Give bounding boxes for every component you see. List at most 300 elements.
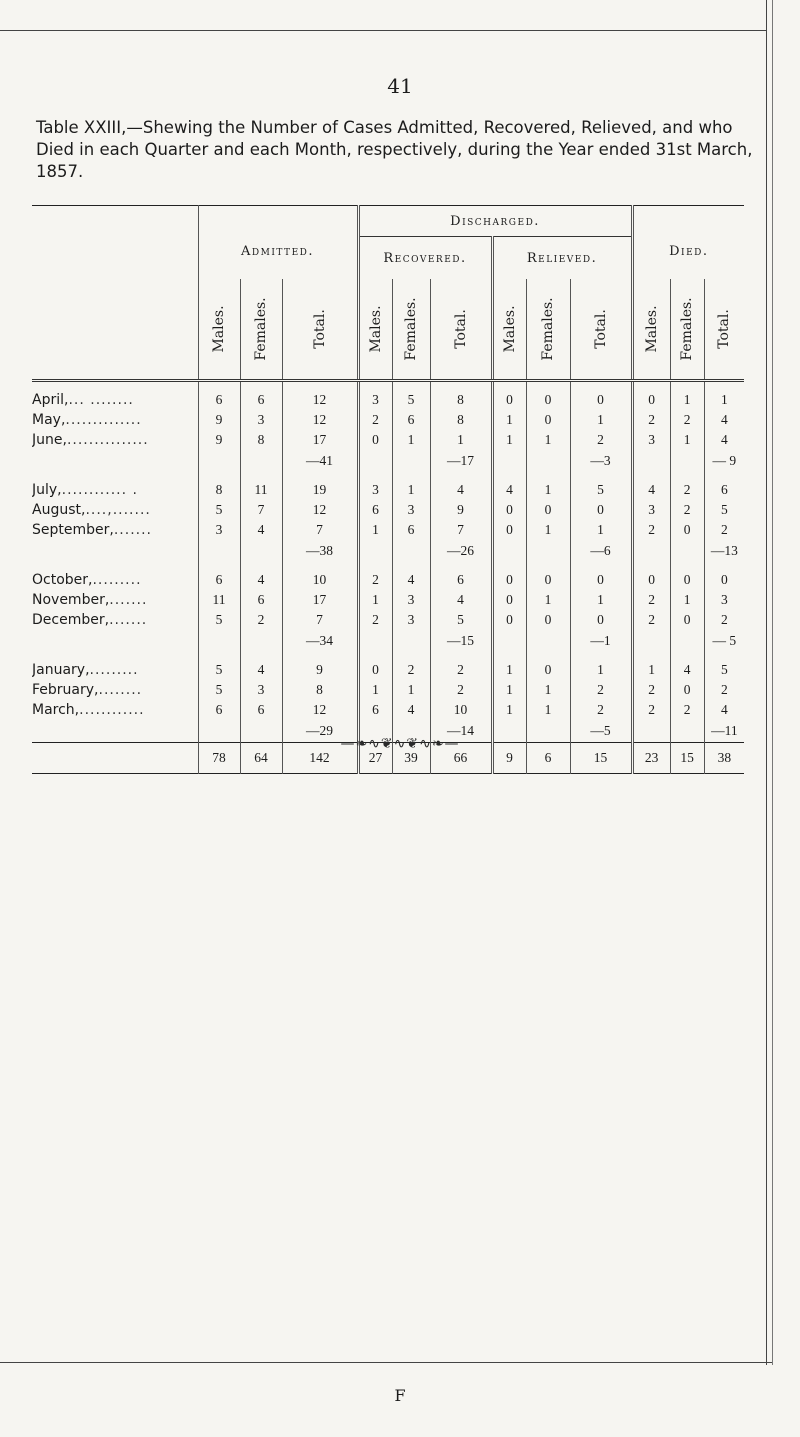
relieved-females-cell: 0	[526, 610, 570, 630]
signature-mark: F	[394, 1386, 406, 1405]
subtotal-empty-cell	[492, 630, 526, 652]
admitted-total-header: Total.	[282, 279, 358, 381]
died-females-cell: 1	[670, 590, 704, 610]
died-females-cell: 2	[670, 500, 704, 520]
admitted-females-cell: 4	[240, 570, 282, 590]
subtotal-label-cell	[32, 450, 198, 472]
died-females-cell: 4	[670, 660, 704, 680]
recovered-males-cell: 1	[358, 680, 392, 700]
died-total-cell: 3	[704, 590, 744, 610]
right-rule-outer	[772, 0, 773, 1365]
month-label	[32, 410, 198, 430]
spacer-cell	[282, 472, 358, 480]
leader-dots: ............	[79, 702, 145, 718]
month-row	[32, 660, 744, 680]
spacer-cell	[492, 652, 526, 660]
relieved-females-grand-total: 6	[526, 743, 570, 774]
spacer-cell	[32, 381, 198, 391]
month-label	[32, 390, 198, 410]
recovered-total-cell: 2	[430, 680, 492, 700]
page-number: 41	[387, 74, 413, 98]
month-label	[32, 590, 198, 610]
died-quarter-total: — 9	[704, 450, 744, 472]
header-row-discharged	[32, 206, 744, 237]
subtotal-empty-cell	[198, 450, 240, 472]
relieved-females-cell: 1	[526, 480, 570, 500]
table-caption: Table XXIII,—Shewing the Number of Cases Admitted, Recovered, Relieved, and who Died in each Quarter and each Month, respectively, during the Year ended 31st March, 1857.	[36, 118, 753, 181]
spacer-cell	[526, 472, 570, 480]
recovered-males-cell: 1	[358, 590, 392, 610]
relieved-females-cell: 0	[526, 500, 570, 520]
month-name: March,	[32, 702, 80, 718]
recovered-total-cell: 8	[430, 410, 492, 430]
died-females-cell: 2	[670, 410, 704, 430]
died-header: Died.	[632, 206, 744, 280]
died-total-cell: 2	[704, 520, 744, 540]
recovered-header: Recovered.	[358, 237, 492, 280]
relieved-males-cell: 1	[492, 410, 526, 430]
quarter-subtotal-row	[32, 450, 744, 472]
admitted-total-cell: 12	[282, 390, 358, 410]
recovered-females-cell: 6	[392, 410, 430, 430]
recovered-females-cell: 3	[392, 590, 430, 610]
subtotal-empty-cell	[198, 540, 240, 562]
died-total-cell: 2	[704, 680, 744, 700]
month-label	[32, 500, 198, 520]
admitted-total-cell: 10	[282, 570, 358, 590]
month-name: September,	[32, 522, 114, 538]
quarter-subtotal-row	[32, 540, 744, 562]
relieved-total-cell: 2	[570, 700, 632, 720]
admitted-males-cell: 6	[215, 392, 223, 407]
died-total-cell: 4	[704, 700, 744, 720]
recovered-males-cell: 3	[358, 480, 392, 500]
relieved-males-cell: 0	[492, 390, 526, 410]
recovered-males-cell: 0	[358, 660, 392, 680]
died-total-cell: 4	[704, 410, 744, 430]
spacer-cell	[670, 652, 704, 660]
ornament-divider: —❧∿❦∿❦∿❧—	[340, 736, 460, 752]
subtotal-empty-cell	[526, 450, 570, 472]
subtotal-empty-cell	[632, 450, 670, 472]
died-total-cell: 2	[704, 610, 744, 630]
month-label	[32, 660, 198, 680]
spacer-cell	[492, 381, 526, 391]
spacer-cell	[240, 562, 282, 570]
died-males-cell: 2	[632, 520, 670, 540]
recovered-total-cell: 4	[430, 590, 492, 610]
relieved-females-header: Females.	[526, 279, 570, 381]
month-row	[32, 500, 744, 520]
died-total-cell: 0	[704, 570, 744, 590]
spacer-cell	[392, 562, 430, 570]
admitted-total-cell: 17	[282, 590, 358, 610]
statistics-table	[32, 205, 744, 774]
admitted-females-cell: 6	[240, 390, 282, 410]
died-males-cell: 2	[632, 680, 670, 700]
recovered-total-cell: 1	[430, 430, 492, 450]
died-total-grand-total: 38	[704, 743, 744, 774]
admitted-females-cell: 4	[240, 660, 282, 680]
spacer-cell	[32, 562, 198, 570]
leader-dots: ... ........	[68, 392, 134, 408]
leader-dots: ........	[98, 682, 143, 698]
recovered-females-cell: 1	[392, 430, 430, 450]
admitted-males-cell: 6	[215, 572, 223, 587]
admitted-quarter-total: —38	[282, 540, 358, 562]
admitted-females-cell: 6	[240, 590, 282, 610]
relieved-total-cell: 2	[570, 430, 632, 450]
relieved-males-cell: 0	[492, 500, 526, 520]
recovered-total-cell: 10	[430, 700, 492, 720]
spacer-cell	[632, 472, 670, 480]
right-rule	[766, 0, 767, 1365]
recovered-females-cell: 6	[392, 520, 430, 540]
recovered-males-cell: 2	[358, 570, 392, 590]
month-label	[32, 480, 198, 500]
admitted-females-grand-total: 64	[240, 743, 282, 774]
admitted-total-cell: 7	[282, 610, 358, 630]
died-males-cell: 0	[632, 570, 670, 590]
month-name: December,	[32, 612, 110, 628]
admitted-males-cell: 8	[215, 482, 223, 497]
spacer-row	[32, 472, 744, 480]
relieved-total-cell: 1	[570, 590, 632, 610]
relieved-females-cell: 0	[526, 570, 570, 590]
month-header-cell	[32, 206, 198, 280]
died-females-cell: 2	[670, 480, 704, 500]
spacer-cell	[430, 562, 492, 570]
recovered-males-cell: 6	[358, 700, 392, 720]
bottom-rule	[0, 1362, 772, 1363]
month-label	[32, 610, 198, 630]
subtotal-label-cell	[32, 630, 198, 652]
label-column-header	[32, 279, 198, 381]
subtotal-empty-cell	[392, 450, 430, 472]
admitted-males-cell: 5	[215, 612, 223, 627]
relieved-total-cell: 0	[570, 390, 632, 410]
admitted-total-cell: 12	[282, 410, 358, 430]
spacer-cell	[392, 652, 430, 660]
relieved-total-grand-total: 15	[570, 743, 632, 774]
died-females-cell: 0	[670, 570, 704, 590]
recovered-males-cell: 6	[358, 500, 392, 520]
spacer-cell	[282, 562, 358, 570]
recovered-females-cell: 4	[392, 700, 430, 720]
died-females-header: Females.	[670, 279, 704, 381]
relieved-total-cell: 2	[570, 680, 632, 700]
spacer-cell	[430, 652, 492, 660]
subtotal-empty-cell	[526, 540, 570, 562]
leader-dots: .......	[109, 592, 148, 608]
relieved-total-cell: 1	[570, 410, 632, 430]
relieved-total-header: Total.	[570, 279, 632, 381]
admitted-females-cell: 8	[240, 430, 282, 450]
month-name: June,	[32, 432, 67, 448]
admitted-females-cell: 4	[240, 520, 282, 540]
relieved-total-cell: 0	[570, 610, 632, 630]
leader-dots: ..............	[65, 412, 142, 428]
died-males-cell: 3	[632, 500, 670, 520]
spacer-cell	[282, 652, 358, 660]
spacer-cell	[32, 472, 198, 480]
spacer-cell	[526, 562, 570, 570]
subtotal-empty-cell	[240, 540, 282, 562]
month-row	[32, 570, 744, 590]
spacer-cell	[392, 381, 430, 391]
spacer-cell	[570, 652, 632, 660]
spacer-cell	[358, 381, 392, 391]
month-name: February,	[32, 682, 99, 698]
spacer-cell	[570, 562, 632, 570]
relieved-quarter-total: —3	[570, 450, 632, 472]
recovered-total-cell: 5	[430, 610, 492, 630]
admitted-males-cell: 11	[212, 592, 226, 607]
month-name: May,	[32, 412, 66, 428]
relieved-males-cell: 1	[492, 680, 526, 700]
recovered-females-cell: 2	[392, 660, 430, 680]
subtotal-empty-cell	[240, 450, 282, 472]
died-quarter-total: —13	[704, 540, 744, 562]
month-name: October,	[32, 572, 93, 588]
died-males-cell: 1	[632, 660, 670, 680]
leader-dots: .........	[92, 572, 142, 588]
recovered-total-cell: 4	[430, 480, 492, 500]
spacer-cell	[430, 381, 492, 391]
relieved-total-cell: 0	[570, 570, 632, 590]
subtotal-empty-cell	[492, 450, 526, 472]
recovered-total-cell: 8	[430, 390, 492, 410]
relieved-males-cell: 1	[492, 660, 526, 680]
spacer-cell	[632, 562, 670, 570]
leader-dots: ....,.......	[85, 502, 151, 518]
spacer-row	[32, 381, 744, 391]
month-label	[32, 570, 198, 590]
month-row	[32, 520, 744, 540]
admitted-males-cell: 6	[215, 702, 223, 717]
admitted-males-cell: 5	[215, 662, 223, 677]
relieved-females-cell: 0	[526, 410, 570, 430]
spacer-cell	[670, 562, 704, 570]
recovered-males-header: Males.	[358, 279, 392, 381]
recovered-total-cell: 9	[430, 500, 492, 520]
recovered-total-cell: 6	[430, 570, 492, 590]
died-total-cell: 4	[704, 430, 744, 450]
admitted-header: Admitted.	[198, 206, 358, 280]
admitted-males-cell: 9	[215, 412, 223, 427]
recovered-females-cell: 5	[392, 390, 430, 410]
recovered-males-cell: 1	[358, 520, 392, 540]
month-row	[32, 390, 744, 410]
month-row	[32, 610, 744, 630]
admitted-total-cell: 19	[282, 480, 358, 500]
header-row-columns	[32, 279, 744, 381]
recovered-quarter-total: —15	[430, 630, 492, 652]
died-females-cell: 0	[670, 610, 704, 630]
month-label	[32, 520, 198, 540]
spacer-cell	[282, 381, 358, 391]
spacer-cell	[198, 652, 240, 660]
spacer-cell	[704, 562, 744, 570]
spacer-cell	[526, 381, 570, 391]
spacer-cell	[670, 381, 704, 391]
relieved-header: Relieved.	[492, 237, 632, 280]
admitted-total-cell: 17	[282, 430, 358, 450]
relieved-total-cell: 1	[570, 520, 632, 540]
spacer-cell	[704, 472, 744, 480]
spacer-cell	[240, 381, 282, 391]
admitted-females-cell: 6	[240, 700, 282, 720]
died-males-header: Males.	[632, 279, 670, 381]
spacer-cell	[492, 562, 526, 570]
relieved-males-cell: 0	[492, 570, 526, 590]
relieved-females-cell: 1	[526, 520, 570, 540]
spacer-cell	[392, 472, 430, 480]
spacer-cell	[570, 472, 632, 480]
spacer-cell	[32, 652, 198, 660]
relieved-quarter-total: —6	[570, 540, 632, 562]
relieved-males-header: Males.	[492, 279, 526, 381]
spacer-cell	[358, 472, 392, 480]
admitted-females-cell: 3	[240, 680, 282, 700]
subtotal-empty-cell	[358, 540, 392, 562]
spacer-row	[32, 652, 744, 660]
relieved-males-cell: 0	[492, 610, 526, 630]
died-quarter-total: — 5	[704, 630, 744, 652]
subtotal-empty-cell	[670, 540, 704, 562]
relieved-males-cell: 0	[492, 590, 526, 610]
recovered-total-cell: 2	[430, 660, 492, 680]
admitted-total-cell: 12	[282, 500, 358, 520]
subtotal-empty-cell	[632, 540, 670, 562]
subtotal-empty-cell	[358, 450, 392, 472]
month-name: July,	[32, 482, 62, 498]
recovered-females-cell: 4	[392, 570, 430, 590]
died-total-cell: 6	[704, 480, 744, 500]
spacer-cell	[632, 652, 670, 660]
spacer-cell	[240, 472, 282, 480]
admitted-males-cell: 3	[215, 522, 223, 537]
died-total-cell: 5	[704, 500, 744, 520]
top-rule	[0, 30, 766, 31]
admitted-total-cell: 7	[282, 520, 358, 540]
died-females-cell: 2	[670, 700, 704, 720]
died-quarter-total: —11	[704, 720, 744, 743]
relieved-total-cell: 1	[570, 660, 632, 680]
relieved-females-cell: 1	[526, 680, 570, 700]
spacer-cell	[198, 381, 240, 391]
subtotal-empty-cell	[198, 630, 240, 652]
admitted-total-cell: 9	[282, 660, 358, 680]
subtotal-empty-cell	[526, 630, 570, 652]
month-label	[32, 430, 198, 450]
died-males-cell: 2	[632, 610, 670, 630]
recovered-females-grand-total: 39	[392, 743, 430, 774]
leader-dots: .........	[89, 662, 139, 678]
spacer-cell	[704, 652, 744, 660]
recovered-quarter-total: —17	[430, 450, 492, 472]
relieved-males-cell: 1	[492, 700, 526, 720]
spacer-cell	[430, 472, 492, 480]
died-males-cell: 2	[632, 700, 670, 720]
died-females-cell: 0	[670, 520, 704, 540]
died-females-cell: 1	[670, 390, 704, 410]
recovered-total-cell: 7	[430, 520, 492, 540]
recovered-females-cell: 1	[392, 680, 430, 700]
died-males-cell: 2	[632, 590, 670, 610]
died-females-cell: 0	[670, 680, 704, 700]
relieved-females-cell: 1	[526, 700, 570, 720]
spacer-row	[32, 562, 744, 570]
died-males-cell: 2	[632, 410, 670, 430]
month-label	[32, 680, 198, 700]
spacer-cell	[358, 652, 392, 660]
recovered-males-cell: 2	[358, 610, 392, 630]
discharged-header: Discharged.	[358, 206, 632, 237]
died-total-cell: 1	[704, 390, 744, 410]
subtotal-empty-cell	[670, 630, 704, 652]
recovered-males-cell: 0	[358, 430, 392, 450]
spacer-cell	[240, 652, 282, 660]
month-name: November,	[32, 592, 110, 608]
admitted-total-grand-total: 142	[282, 743, 358, 774]
subtotal-empty-cell	[358, 630, 392, 652]
subtotal-empty-cell	[670, 450, 704, 472]
month-row	[32, 410, 744, 430]
month-name: August,	[32, 502, 86, 518]
recovered-females-cell: 3	[392, 500, 430, 520]
spacer-cell	[492, 472, 526, 480]
leader-dots: .......	[113, 522, 152, 538]
spacer-cell	[670, 472, 704, 480]
subtotal-empty-cell	[632, 630, 670, 652]
recovered-females-header: Females.	[392, 279, 430, 381]
month-row	[32, 680, 744, 700]
relieved-total-cell: 5	[570, 480, 632, 500]
leader-dots: .......	[109, 612, 148, 628]
admitted-females-cell: 11	[240, 480, 282, 500]
died-total-header: Total.	[704, 279, 744, 381]
subtotal-empty-cell	[392, 540, 430, 562]
month-name: April,	[32, 392, 69, 408]
relieved-females-cell: 0	[526, 660, 570, 680]
admitted-quarter-total: —34	[282, 630, 358, 652]
spacer-cell	[570, 381, 632, 391]
admitted-quarter-total: —29	[282, 720, 358, 743]
spacer-cell	[198, 562, 240, 570]
relieved-males-grand-total: 9	[492, 743, 526, 774]
month-row	[32, 430, 744, 450]
subtotal-empty-cell	[492, 540, 526, 562]
admitted-total-cell: 12	[282, 700, 358, 720]
spacer-cell	[526, 652, 570, 660]
subtotal-label-cell	[32, 540, 198, 562]
admitted-females-cell: 3	[240, 410, 282, 430]
leader-dots: ............ .	[61, 482, 138, 498]
died-males-cell: 4	[632, 480, 670, 500]
month-row	[32, 590, 744, 610]
relieved-quarter-total: —5	[570, 720, 632, 743]
admitted-females-cell: 7	[240, 500, 282, 520]
admitted-females-header: Females.	[240, 279, 282, 381]
died-males-cell: 0	[632, 390, 670, 410]
died-males-grand-total: 23	[632, 743, 670, 774]
admitted-males-grand-total: 78	[198, 743, 240, 774]
month-name: January,	[32, 662, 90, 678]
quarter-subtotal-row	[32, 630, 744, 652]
recovered-quarter-total: —26	[430, 540, 492, 562]
relieved-males-cell: 0	[492, 520, 526, 540]
